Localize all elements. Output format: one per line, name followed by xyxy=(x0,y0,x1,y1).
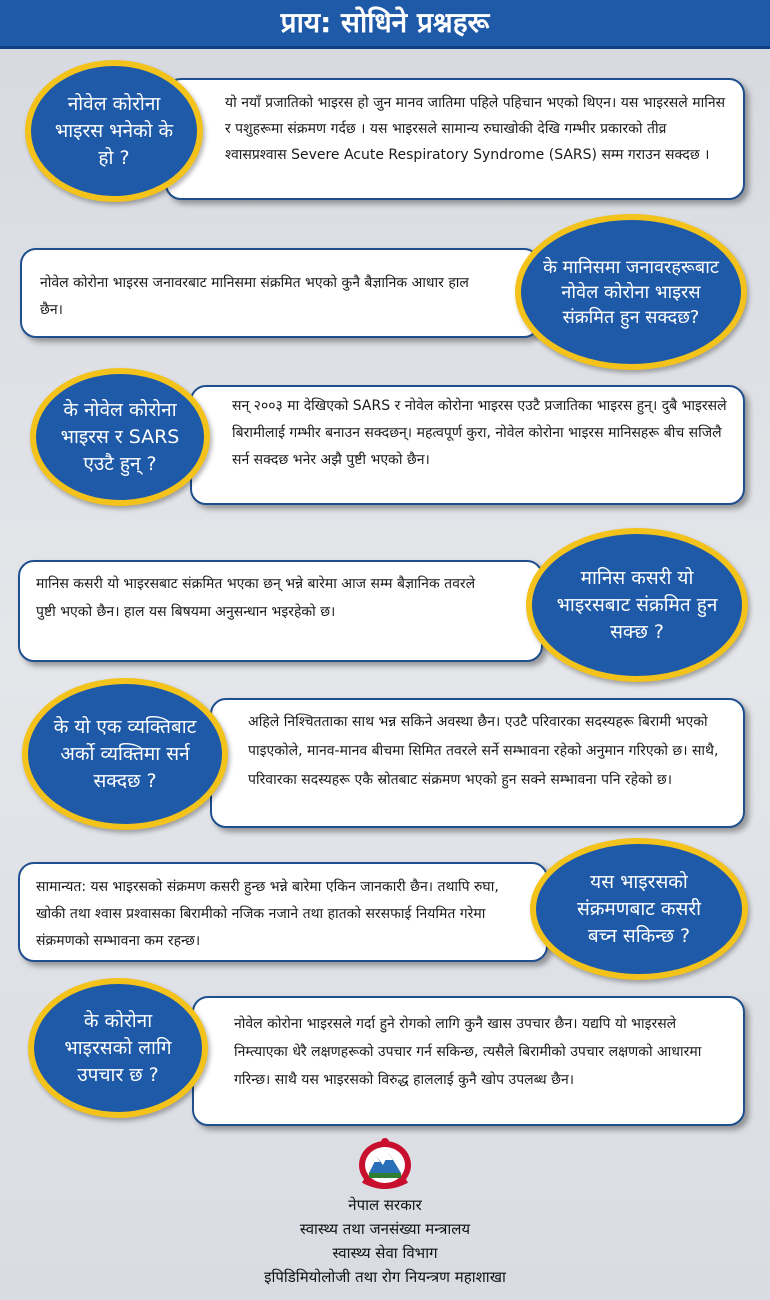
answer-box-4 xyxy=(18,560,543,662)
answer-text-6: सामान्यत: यस भाइरसको संक्रमण कसरी हुन्छ भन्ने बारेमा एकिन जानकारी छैन। तथापि रुघा, खोकी तथा श्वास प्रश्वासका बिरामीको नजिक नजाने तथा हातको सरसफाई नियमित गरेमा संक्रमणको सम्भावना कम रहन्छ। xyxy=(36,879,499,949)
answer-box-2 xyxy=(20,248,540,338)
government-emblem-icon xyxy=(355,1135,415,1193)
question-text-1: नोवेल कोरोना भाइरस भनेको के हो ? xyxy=(54,92,174,169)
question-text-7: के कोरोना भाइरसको लागि उपचार छ ? xyxy=(64,1009,172,1086)
answer-text-1: यो नयाँ प्रजातिको भाइरस हो जुन मानव जातिमा पहिले पहिचान भएको थिएन। यस भाइरसले मानिस र पशुहरूमा संक्रमण गर्दछ । यस भाइरसले सामान्य रुघाखोकी देखि गम्भीर प्रकारको तीव्र श्वासप्रश्वास Severe Acute Respiratory Syndrome (SARS) सम्म गराउन सक्दछ । xyxy=(225,95,726,163)
footer-ministry: स्वास्थ्य तथा जनसंख्या मन्त्रालय xyxy=(299,1220,471,1238)
answer-box-5 xyxy=(210,698,745,828)
answer-text-4: मानिस कसरी यो भाइरसबाट संक्रमित भएका छन् भन्ने बारेमा आज सम्म बैज्ञानिक तवरले पुष्टी भएको छैन। हाल यस बिषयमा अनुसन्धान भइरहेको छ। xyxy=(36,576,476,620)
answer-text-2: नोवेल कोरोना भाइरस जनावरबाट मानिसमा संक्रमित भएको कुनै बैज्ञानिक आधार हाल छैन। xyxy=(40,275,469,318)
answer-box-6 xyxy=(18,862,548,962)
footer-division: इपिडिमियोलोजी तथा रोग नियन्त्रण महाशाखा xyxy=(264,1268,506,1286)
question-bubble-4 xyxy=(526,528,748,682)
footer-department: स्वास्थ्य सेवा विभाग xyxy=(332,1244,438,1262)
question-bubble-6 xyxy=(530,838,748,980)
question-text-6: यस भाइरसको संक्रमणबाट कसरी बच्न सकिन्छ ? xyxy=(576,870,702,947)
page-title: प्राय: सोधिने प्रश्नहरू xyxy=(0,0,770,49)
answer-box-1 xyxy=(165,78,745,200)
footer xyxy=(0,1135,770,1289)
question-bubble-2 xyxy=(515,214,747,370)
answer-box-7 xyxy=(192,996,745,1126)
question-text-3: के नोवेल कोरोना भाइरस र SARS एउटै हुन् ? xyxy=(60,398,180,475)
question-text-4: मानिस कसरी यो भाइरसबाट संक्रमित हुन सक्छ ? xyxy=(556,566,718,643)
answer-box-3 xyxy=(190,385,745,505)
question-text-5: के यो एक व्यक्तिबाट अर्को व्यक्तिमा सर्न सक्दछ ? xyxy=(53,715,197,792)
footer-government: नेपाल सरकार xyxy=(348,1196,422,1214)
answer-text-3: सन् २००३ मा देखिएको SARS र नोवेल कोरोना भाइरस एउटै प्रजातिका भाइरस हुन्। दुबै भाइरसले बिरामीलाई गम्भीर बनाउन सक्दछन्। महत्वपूर्ण कुरा, नोवेल कोरोना भाइरस मानिसहरू बीच सजिलै सर्न सक्दछ भनेर अझै पुष्टी भएको छैन। xyxy=(232,398,727,468)
answer-text-7: नोवेल कोरोना भाइरसले गर्दा हुने रोगको लागि कुनै खास उपचार छैन। यद्यपि यो भाइरसले निम्त्याएका धेरै लक्षणहरूको उपचार गर्न सकिन्छ, त्यसैले बिरामीको उपचार लक्षणको आधारमा गरिन्छ। साथै यस भाइरसको विरुद्ध हाललाई कुनै खोप उपलब्ध छैन। xyxy=(234,1016,702,1088)
answer-text-5: अहिले निश्चितताका साथ भन्न सकिने अवस्था छैन। एउटै परिवारका सदस्यहरू बिरामी भएको पाइएकोले, मानव-मानव बीचमा सिमित तवरले सर्ने सम्भावना रहेको अनुमान गरिएको छ। साथै, परिवारका सदस्यहरू एकै स्रोतबाट संक्रमण भएको हुन सक्ने सम्भावना पनि रहेको छ। xyxy=(248,714,719,788)
question-text-2: के मानिसमा जनावरहरूबाट नोवेल कोरोना भाइरस संक्रमित हुन सक्दछ? xyxy=(543,256,719,328)
question-bubble-5 xyxy=(22,678,228,830)
question-bubble-7 xyxy=(28,978,208,1118)
question-bubble-1 xyxy=(25,60,203,202)
question-bubble-3 xyxy=(30,368,210,506)
